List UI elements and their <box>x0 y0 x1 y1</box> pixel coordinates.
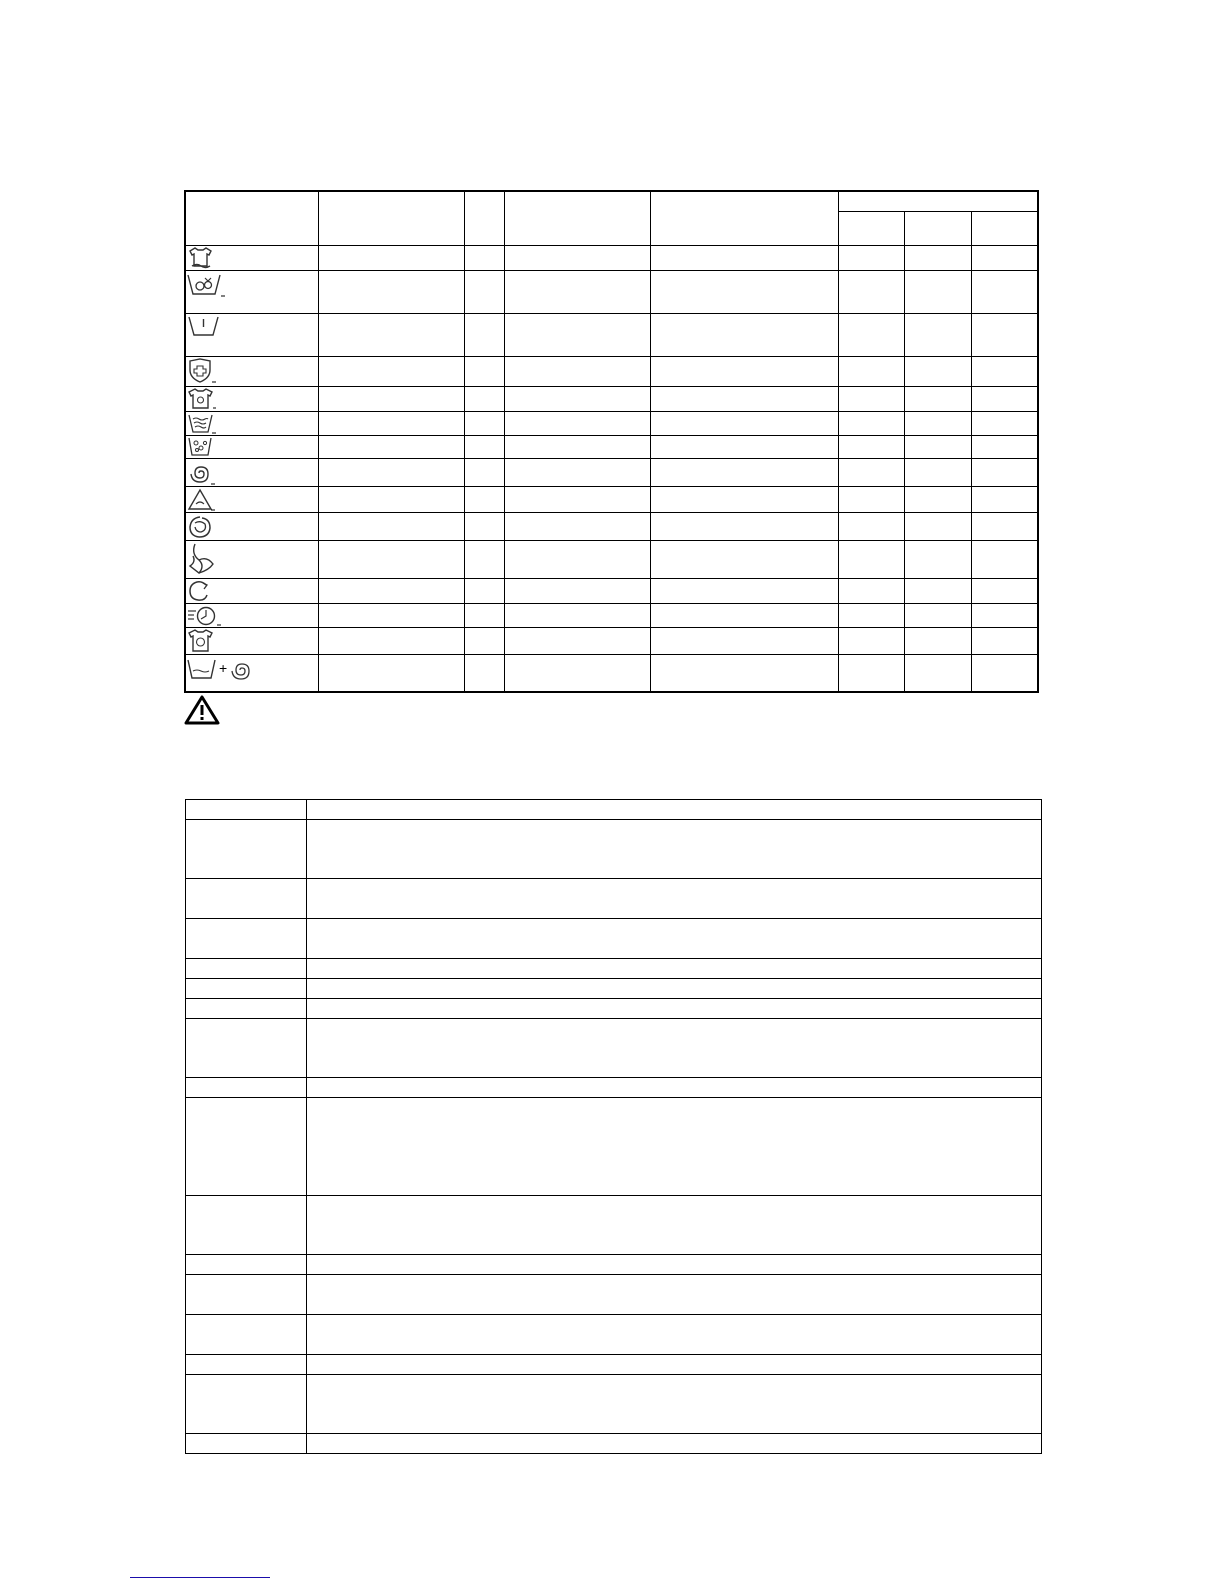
program-icon-cell <box>185 356 318 386</box>
table-row <box>185 627 1038 654</box>
program-icon-cell <box>185 386 318 411</box>
program-icon-cell <box>185 654 318 692</box>
table-row <box>186 1434 1042 1454</box>
hand-wash-tub-icon <box>187 315 221 339</box>
table-row <box>186 999 1042 1019</box>
table-row <box>186 1355 1042 1375</box>
table-row <box>185 540 1038 578</box>
program-icon-cell <box>185 540 318 578</box>
wool-wave-icon <box>187 413 217 435</box>
table-row <box>186 820 1042 879</box>
table-row <box>185 654 1038 692</box>
shirt-tag-icon <box>187 388 217 410</box>
table-row <box>186 800 1042 820</box>
table-row <box>186 1315 1042 1355</box>
program-icon-cell <box>185 578 318 603</box>
triangle-bleach-icon <box>187 488 217 512</box>
header-cell <box>318 191 464 245</box>
table-row <box>186 979 1042 999</box>
program-table <box>184 190 1039 693</box>
warning-triangle-icon <box>184 695 220 725</box>
table-row <box>186 1098 1042 1196</box>
table-row <box>186 1375 1042 1434</box>
table-row <box>185 270 1038 313</box>
table-row <box>185 386 1038 411</box>
wash-tub-mixed-icon <box>187 272 227 298</box>
quick-clock-icon <box>187 605 223 627</box>
header-cell <box>185 191 318 245</box>
subheader-cell <box>971 211 1038 245</box>
table-row <box>186 1196 1042 1255</box>
table-row <box>185 578 1038 603</box>
program-icon-cell <box>185 512 318 540</box>
table-row <box>186 1078 1042 1098</box>
program-icon-cell <box>185 458 318 486</box>
spin-spiral-icon <box>187 460 217 486</box>
program-icon-cell <box>185 603 318 627</box>
table-row <box>186 1019 1042 1078</box>
description-table <box>185 799 1042 1454</box>
table-row <box>186 1255 1042 1275</box>
table-row <box>185 486 1038 512</box>
table-row <box>185 245 1038 270</box>
program-icon-cell <box>185 313 318 356</box>
table-row <box>185 458 1038 486</box>
program-icon-cell <box>185 411 318 435</box>
table-row <box>185 512 1038 540</box>
program-icon-cell <box>185 486 318 512</box>
header-cell <box>651 191 839 245</box>
table-header-row <box>185 191 1038 211</box>
program-icon-cell <box>185 435 318 458</box>
hygiene-shield-icon <box>187 358 217 384</box>
tub-plus-spin-icon <box>187 656 257 684</box>
plus-sign: + <box>219 659 228 676</box>
table-row <box>185 313 1038 356</box>
shirt-drum-icon <box>187 629 217 653</box>
table-row <box>186 1275 1042 1315</box>
table-row <box>186 959 1042 979</box>
header-cell <box>505 191 651 245</box>
table-row <box>186 919 1042 959</box>
swirl-mix-icon <box>187 514 217 540</box>
table-row <box>186 879 1042 919</box>
program-icon-cell <box>185 245 318 270</box>
cotton-shirt-icon <box>187 247 215 269</box>
tub-bubbles-icon <box>187 437 217 457</box>
table-row <box>185 435 1038 458</box>
header-cell <box>464 191 504 245</box>
table-row <box>185 411 1038 435</box>
footer-link-underline <box>130 1577 270 1578</box>
ribbon-curtain-icon <box>187 542 219 576</box>
table-row <box>185 603 1038 627</box>
table-row <box>185 356 1038 386</box>
refresh-arrow-icon <box>187 580 217 602</box>
program-icon-cell <box>185 627 318 654</box>
program-icon-cell <box>185 270 318 313</box>
subheader-cell <box>838 211 905 245</box>
header-group-cell <box>838 191 1038 211</box>
subheader-cell <box>905 211 972 245</box>
